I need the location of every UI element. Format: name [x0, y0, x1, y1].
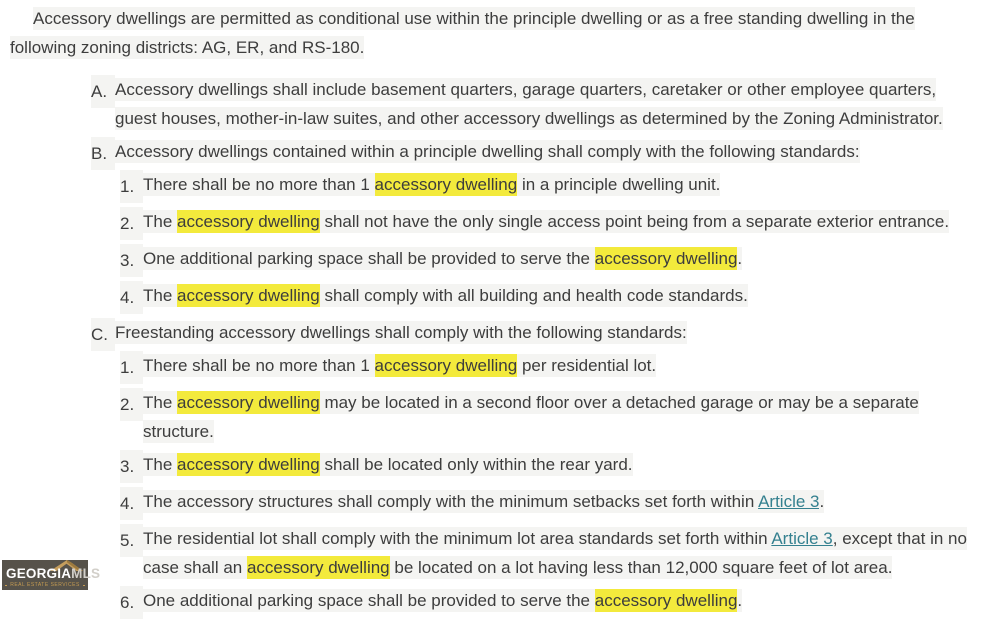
highlighted-text: accessory dwelling: [374, 356, 518, 375]
outline-list: [10, 75, 977, 619]
text-run: .: [737, 249, 743, 268]
list-marker: 6.: [120, 586, 143, 619]
text-run: The: [143, 212, 178, 231]
text-run: The residential lot shall comply with the minimum lot area standards set forth within: [143, 529, 772, 548]
list-item-B: [91, 137, 977, 314]
list-item-C: [91, 318, 977, 619]
text-run: The: [143, 393, 178, 412]
list-item-1: [120, 351, 977, 384]
list-item-A: [91, 75, 977, 133]
georgia-mls-logo: [2, 560, 101, 590]
logo-name: [6, 566, 100, 581]
outline-section-A: [91, 75, 977, 133]
intro-paragraph: [10, 4, 977, 62]
list-item-text: [143, 450, 977, 479]
list-item-text: [143, 487, 977, 516]
list-item-1: [120, 170, 977, 203]
highlighted-text: accessory dwelling: [374, 175, 518, 194]
outline-section-C: [91, 318, 977, 619]
list-marker: 5.: [120, 524, 143, 557]
text-run: One additional parking space shall be provided to serve the: [143, 591, 595, 610]
sublist: [115, 170, 977, 314]
list-marker: 1.: [120, 170, 143, 203]
list-marker: 1.: [120, 351, 143, 384]
text-run: One additional parking space shall be provided to serve the: [143, 249, 595, 268]
text-run: The: [143, 286, 178, 305]
list-item-text: [115, 137, 977, 314]
article-3-link[interactable]: Article 3: [758, 492, 820, 511]
list-marker: 2.: [120, 388, 143, 421]
logo-georgia-text: GEORGIA: [6, 566, 72, 581]
list-item-3: [120, 244, 977, 277]
list-item-text: [143, 244, 977, 273]
list-item-text: [143, 388, 977, 446]
highlighted-text: accessory dwelling: [177, 393, 320, 412]
logo-mls-text: MLS: [71, 566, 101, 581]
list-item-3: [120, 450, 977, 483]
list-marker: 4.: [120, 487, 143, 520]
text-run: .: [737, 591, 743, 610]
text-run: be located on a lot having less than 12,000 square feet of lot area.: [389, 558, 893, 577]
list-marker: 3.: [120, 450, 143, 483]
list-item-text: [115, 75, 977, 133]
list-item-text: [143, 586, 977, 615]
text-run: in a principle dwelling unit.: [517, 175, 721, 194]
text-run: The: [143, 455, 178, 474]
text-run: Accessory dwellings contained within a principle dwelling shall comply with the following standards:: [115, 142, 860, 161]
list-marker: A.: [91, 75, 115, 108]
highlighted-text: accessory dwelling: [177, 455, 320, 474]
list-item-text: [143, 207, 977, 236]
list-item-2: [120, 388, 977, 446]
list-marker: B.: [91, 137, 115, 170]
text-run: per residential lot.: [517, 356, 657, 375]
list-item-2: [120, 207, 977, 240]
text-run: The accessory structures shall comply with the minimum setbacks set forth within: [143, 492, 759, 511]
list-marker: C.: [91, 318, 115, 351]
list-item-text: [143, 524, 977, 582]
text-run: shall comply with all building and health code standards.: [319, 286, 748, 305]
highlighted-text: accessory dwelling: [594, 249, 738, 268]
list-marker: 2.: [120, 207, 143, 240]
text-run: .: [819, 492, 825, 511]
text-run: There shall be no more than 1: [143, 356, 375, 375]
list-item-text: [115, 318, 977, 619]
text-run: Freestanding accessory dwellings shall comply with the following standards:: [115, 323, 687, 342]
list-marker: 3.: [120, 244, 143, 277]
list-item-6: [120, 586, 977, 619]
highlighted-text: accessory dwelling: [594, 591, 738, 610]
text-run: shall be located only within the rear yard.: [319, 455, 633, 474]
list-item-text: [143, 170, 977, 199]
highlighted-text: accessory dwelling: [177, 286, 320, 305]
list-item-text: [143, 351, 977, 380]
list-item-4: [120, 487, 977, 520]
text-run: may be located in a second floor over a detached garage or may be a separate structure.: [143, 393, 919, 441]
text-run: , except that in no case shall an: [143, 529, 967, 577]
logo-tagline: REAL ESTATE SERVICES: [2, 582, 88, 588]
list-item-text: [143, 281, 977, 310]
highlighted-text: accessory dwelling: [177, 212, 320, 231]
article-3-link[interactable]: Article 3: [771, 529, 833, 548]
list-item-5: [120, 524, 977, 582]
text-run: Accessory dwellings are permitted as conditional use within the principle dwelling or as a free standing dwelling in the following zoning districts: AG, ER, and RS-180.: [10, 9, 915, 57]
outline-section-B: [91, 137, 977, 314]
list-item-4: [120, 281, 977, 314]
sublist: [115, 351, 977, 619]
text-run: There shall be no more than 1: [143, 175, 375, 194]
text-run: Accessory dwellings shall include basement quarters, garage quarters, caretaker or other employee quarters, guest houses, mother-in-law suites, and other accessory dwellings as determined by the Zoning Administrator.: [115, 80, 943, 128]
highlighted-text: accessory dwelling: [246, 558, 390, 577]
text-run: shall not have the only single access point being from a separate exterior entrance.: [319, 212, 950, 231]
list-marker: 4.: [120, 281, 143, 314]
